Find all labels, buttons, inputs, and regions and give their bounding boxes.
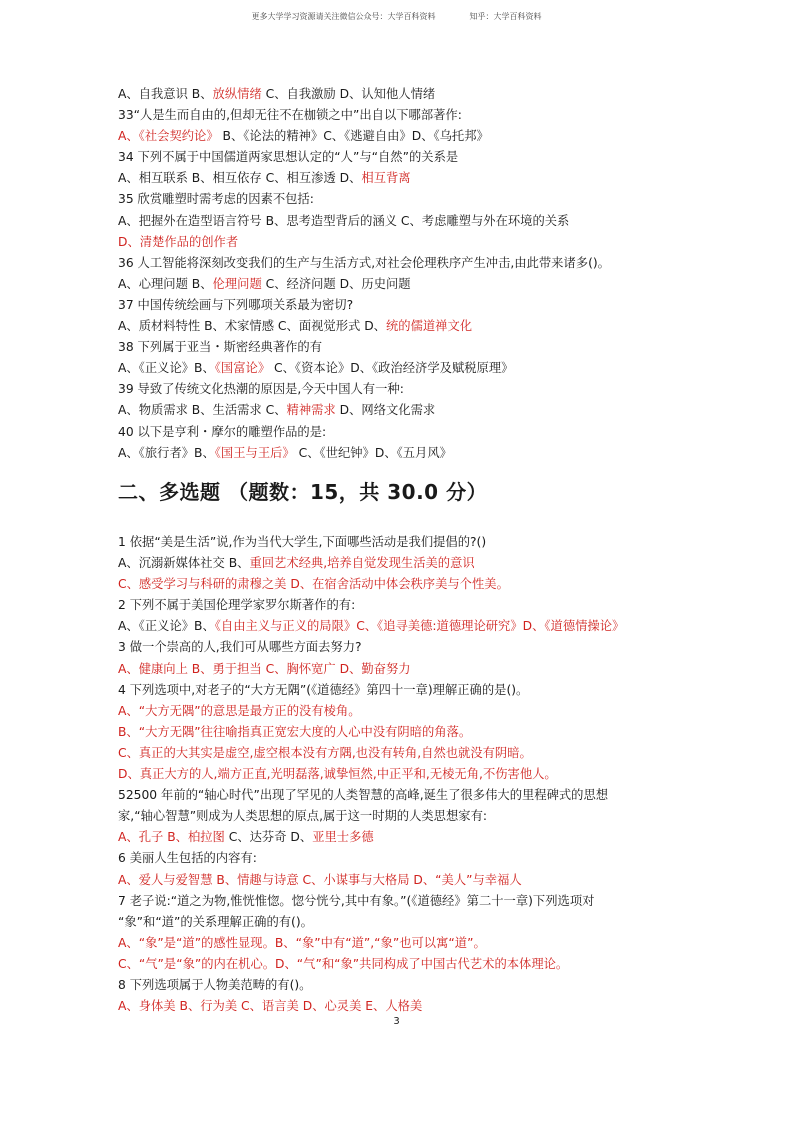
text-line — [118, 996, 686, 1017]
question-text: C、《资本论》D、《政治经济学及赋税原理》 — [270, 361, 514, 376]
question-text: C、达芬奇 D、 — [224, 830, 313, 845]
text-line — [118, 105, 688, 126]
page-number: 3 — [393, 1016, 400, 1027]
answer-text: A、“象”是“道”的感性显现。B、“象”中有“道”,“象”也可以寓“道”。 — [118, 935, 486, 950]
text-line — [118, 126, 688, 147]
text-line — [118, 637, 686, 658]
text-line — [118, 764, 686, 785]
text-line — [118, 891, 686, 912]
question-text: 36 人工智能将深刻改变我们的生产与生活方式,对社会伦理秩序产生冲击,由此带来诸多()。 — [118, 255, 610, 270]
question-text: 38 下列属于亚当・斯密经典著作的有 — [118, 340, 323, 355]
text-line — [118, 595, 686, 616]
answer-text: A、爱人与爱智慧 B、情趣与诗意 C、小谋事与大格局 D、“美人”与幸福人 — [118, 872, 522, 887]
answer-text: 放纵情绪 — [212, 87, 262, 101]
answer-text: A、孔子 B、柏拉图 — [118, 830, 225, 845]
question-text: 1 依据“美是生活”说,作为当代大学生,下面哪些活动是我们提倡的?() — [118, 535, 487, 549]
answer-text: 亚里士多德 — [312, 830, 374, 845]
question-text: 33“人是生而自由的,但却无往不在枷锁之中”出自以下哪部著作: — [118, 108, 462, 123]
text-line — [118, 295, 688, 316]
answer-text: A、“大方无隅”的意思是最方正的没有棱角。 — [118, 703, 361, 718]
section-title: 二、多选题 （题数：15，共 30.0 分） — [118, 480, 488, 504]
question-text: A、自我意识 B、 — [118, 87, 213, 101]
question-text: C、《世纪钟》D、《五月风》 — [294, 445, 452, 460]
answer-text: D、真正大方的人,端方正直,光明磊落,诚挚恒然,中正平和,无棱无角,不伤害他人。 — [118, 767, 557, 782]
text-line — [118, 168, 688, 189]
header-right: 知乎：大学百科资料 — [469, 12, 542, 21]
question-text: A、质材料特性 B、术家情感 C、面视觉形式 D、 — [118, 319, 386, 334]
text-line — [118, 189, 688, 210]
answer-text: A、健康向上 B、勇于担当 C、胸怀宽广 D、勤奋努力 — [118, 661, 411, 676]
question-text: A、心理问题 B、 — [118, 276, 213, 291]
text-line — [118, 975, 686, 996]
text-line — [118, 785, 686, 806]
text-line — [118, 954, 686, 975]
question-text: A、《正义论》B、 — [118, 619, 215, 634]
text-line — [118, 574, 686, 595]
question-text: 8 下列选项属于人物美范畴的有()。 — [118, 977, 312, 992]
answer-text: C、感受学习与科研的肃穆之美 D、在宿舍活动中体会秩序美与个性美。 — [118, 577, 509, 592]
answer-text: A、身体美 B、行为美 C、语言美 D、心灵美 E、人格美 — [118, 999, 423, 1014]
question-text: A、沉溺新媒体社交 B、 — [118, 556, 250, 571]
answer-text: 《国富论》 — [214, 361, 271, 376]
text-line — [118, 870, 686, 891]
answer-text: 统的儒道禅文化 — [385, 319, 473, 334]
text-line — [118, 443, 688, 464]
text-line — [118, 912, 686, 933]
question-list-bottom — [118, 532, 686, 1017]
answer-text: 《国王与王后》 — [214, 445, 295, 460]
question-text: A、物质需求 B、生活需求 C、 — [118, 403, 287, 418]
text-line — [118, 616, 686, 637]
text-line — [118, 147, 688, 168]
question-text: 40 以下是亨利・摩尔的雕塑作品的是: — [118, 424, 327, 439]
text-line — [118, 358, 688, 379]
header-left: 更多大学学习资源请关注微信公众号：大学百科资料 — [251, 12, 436, 21]
text-line — [118, 806, 686, 827]
question-text: A、相互联系 B、相互依存 C、相互渗透 D、 — [118, 171, 362, 186]
text-line — [118, 532, 686, 553]
question-text: C、经济问题 D、历史问题 — [261, 276, 411, 291]
text-line — [118, 743, 686, 764]
text-line — [118, 701, 686, 722]
answer-text: 重回艺术经典,培养自觉发现生活美的意识 — [249, 556, 475, 571]
question-text: 4 下列选项中,对老子的“大方无隅”(《道德经》第四十一章)理解正确的是()。 — [118, 682, 529, 697]
question-text: 52500 年前的“轴心时代”出现了罕见的人类智慧的高峰,诞生了很多伟大的里程碑式的思想 — [118, 788, 609, 803]
text-line — [118, 400, 688, 421]
question-list-top — [118, 84, 688, 464]
text-line — [118, 827, 686, 848]
question-text: 6 美丽人生包括的内容有: — [118, 851, 257, 866]
question-text: 34 下列不属于中国儒道两家思想认定的“人”与“自然”的关系是 — [118, 150, 459, 165]
text-line — [118, 337, 688, 358]
answer-text: 伦理问题 — [212, 276, 262, 291]
text-line — [118, 933, 686, 954]
question-text: 2 下列不属于美国伦理学家罗尔斯著作的有: — [118, 598, 356, 613]
answer-text: 《自由主义与正义的局限》C、《追寻美德:道德理论研究》D、《道德情操论》 — [214, 619, 625, 634]
answer-text: B、“大方无隅”往往喻指真正宽宏大度的人心中没有阴暗的角落。 — [118, 724, 472, 739]
question-text: A、把握外在造型语言符号 B、思考造型背后的涵义 C、考虑雕塑与外在环境的关系 — [118, 213, 570, 228]
page-header — [0, 11, 793, 22]
text-line — [118, 422, 688, 443]
question-text: 35 欣赏雕塑时需考虑的因素不包括: — [118, 192, 314, 207]
question-text: 3 做一个崇高的人,我们可从哪些方面去努力? — [118, 640, 362, 655]
question-text: A、《正义论》B、 — [118, 361, 215, 376]
text-line — [118, 274, 688, 295]
text-line — [118, 722, 686, 743]
answer-text: 相互背离 — [361, 171, 411, 186]
text-line — [118, 659, 686, 680]
question-text: 7 老子说:“道之为物,惟恍惟惚。惚兮恍兮,其中有象。”(《道德经》第二十一章)下列选项对 — [118, 893, 595, 908]
question-text: 家,“轴心智慧”则成为人类思想的原点,属于这一时期的人类思想家有: — [118, 809, 488, 824]
question-text: 37 中国传统绘画与下列哪项关系最为密切? — [118, 297, 354, 312]
question-text: 39 导致了传统文化热潮的原因是,今天中国人有一种: — [118, 382, 404, 397]
answer-text: 精神需求 — [286, 403, 336, 418]
answer-text: C、“气”是“象”的内在机心。D、“气”和“象”共同构成了中国古代艺术的本体理论。 — [118, 956, 569, 971]
answer-text: D、清楚作品的创作者 — [118, 234, 239, 249]
text-line — [118, 211, 688, 232]
text-line — [118, 848, 686, 869]
text-line — [118, 316, 688, 337]
question-text: B、《论法的精神》C、《逃避自由》D、《乌托邦》 — [218, 129, 489, 144]
text-line — [118, 84, 688, 105]
text-line — [118, 680, 686, 701]
text-line — [118, 253, 688, 274]
answer-text: A、《社会契约论》 — [118, 129, 219, 144]
question-text: D、网络文化需求 — [335, 403, 436, 418]
text-line — [118, 232, 688, 253]
text-line — [118, 553, 686, 574]
answer-text: C、真正的大其实是虚空,虚空根本没有方隅,也没有转角,自然也就没有阴暗。 — [118, 745, 532, 760]
text-line — [118, 379, 688, 400]
question-text: C、自我激励 D、认知他人情绪 — [261, 87, 436, 101]
question-text: A、《旅行者》B、 — [118, 445, 215, 460]
question-text: “象”和“道”的关系理解正确的有()。 — [118, 914, 313, 929]
